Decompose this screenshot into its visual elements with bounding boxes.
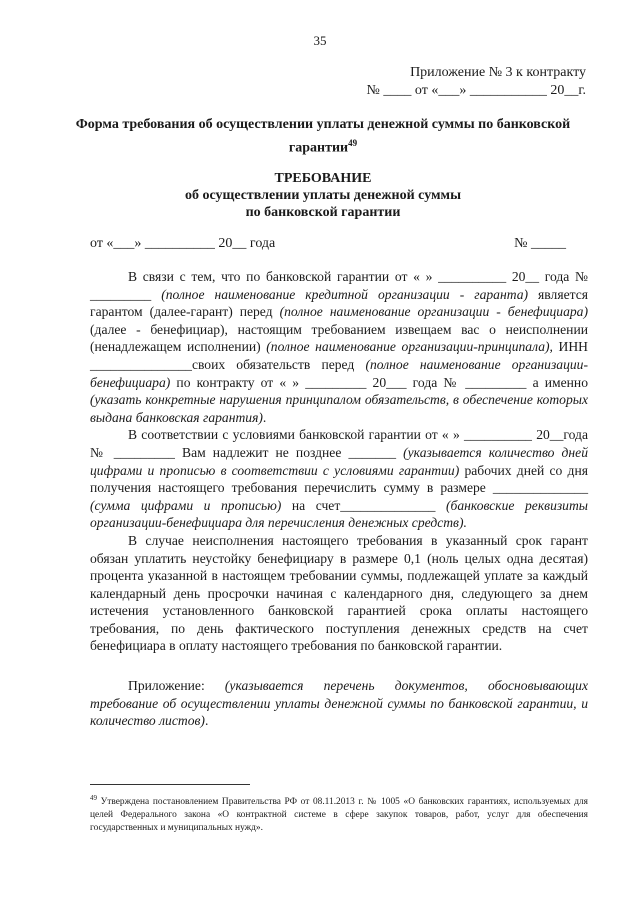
annex-line-1: Приложение № 3 к контракту: [410, 65, 586, 80]
text-span: (далее - бенефициар), настоящим требованием извещаем вас о неисполнении (ненадлежащем исполнении): [90, 321, 588, 355]
paragraph-attachment: [90, 677, 588, 730]
text-span: В связи с тем, что по банковской гарантии от « » __________ 20__ года № _________: [90, 269, 588, 302]
placeholder-span: (указывается количество дней цифрами и прописью в соответствии с условиями гарантии): [90, 444, 588, 478]
text-span: Приложение:: [128, 678, 225, 694]
paragraph-payment-terms: [90, 426, 588, 532]
footnote-divider: [90, 784, 250, 785]
placeholder-span: (полное наименование организации - бенефициара): [279, 304, 589, 320]
document-body: [90, 268, 588, 730]
placeholder-span: (полное наименование организации-бенефициара): [90, 356, 588, 390]
text-span: рабочих дней со дня получения настоящего требования перечислить сумму в размере ______________: [90, 462, 588, 496]
form-title: [60, 116, 586, 158]
annex-line-2: № ____ от «___» ___________ 20__г.: [366, 83, 586, 98]
date-line: [90, 236, 566, 252]
page-number: 35: [313, 33, 327, 48]
paragraph-guarantee-notice: [90, 268, 588, 426]
date-field: от «___» __________ 20__ года: [90, 236, 276, 251]
placeholder-span: (указать конкретные нарушения принципалом обязательств, в обеспечение которых выдана банковская гарантия): [90, 392, 588, 425]
document-title-line-2: об осуществлении уплаты денежной суммы: [184, 188, 462, 203]
footnote: [90, 792, 588, 835]
document-title-line-1: ТРЕБОВАНИЕ: [274, 171, 372, 186]
text-span: .: [204, 713, 209, 729]
placeholder-span: (сумма цифрами и прописью): [90, 497, 282, 513]
placeholder-span: (полное наименование кредитной организации - гаранта): [161, 286, 529, 302]
footnote-number: 49: [90, 794, 97, 802]
text-span: ИНН _______________своих обязательств перед: [90, 339, 588, 372]
document-title: [60, 170, 586, 221]
text-span: на счет______________: [281, 497, 446, 513]
number-field: № _____: [514, 236, 566, 251]
form-title-text: Форма требования об осуществлении уплаты денежной суммы по банковской гарантии: [75, 117, 571, 156]
text-span: В соответствии с условиями банковской гарантии от « » __________ 20__года № _________ Вам надлежит не позднее _______: [90, 427, 588, 460]
placeholder-span: (банковские реквизиты организации-бенефициара для перечисления денежных средств).: [90, 497, 588, 531]
paragraph-penalty: В случае неисполнения настоящего требования в указанный срок гарант обязан уплатить неустойку бенефициару в размере 0,1 (ноль целых одна десятая) процента указанной в настоящем требовании суммы, подлежащей уплате за каждый календарный день просрочки начиная с календарного дня, следующего за днем истечения установленного банковской гарантией срока оплаты настоящего требования, по день фактического поступления денежных средств на счет бенефициара в оплату настоящего требования по банковской гарантии.: [90, 532, 588, 654]
text-span: .: [262, 409, 267, 425]
text-span: по контракту от « » _________ 20___ года № _________ а именно: [170, 374, 588, 390]
document-title-line-3: по банковской гарантии: [245, 205, 401, 220]
placeholder-span: (указывается перечень документов, обосновывающих требование об осуществлении уплаты денежной суммы по банковской гарантии, и количество листов): [90, 678, 588, 729]
footnote-text: Утверждена постановлением Правительства РФ от 08.11.2013 г. № 1005 «О банковских гарантиях, используемых для целей Федерального закона «О контрактной системе в сфере закупок товаров, работ, услуг для обеспечения государственных и муниципальных нужд».: [90, 797, 588, 833]
footnote-ref: 49: [348, 138, 358, 148]
text-span: является гарантом (далее-гарант) перед: [90, 286, 589, 320]
placeholder-span: (полное наименование организации-принципала),: [266, 339, 553, 355]
annex-header: [367, 64, 586, 100]
